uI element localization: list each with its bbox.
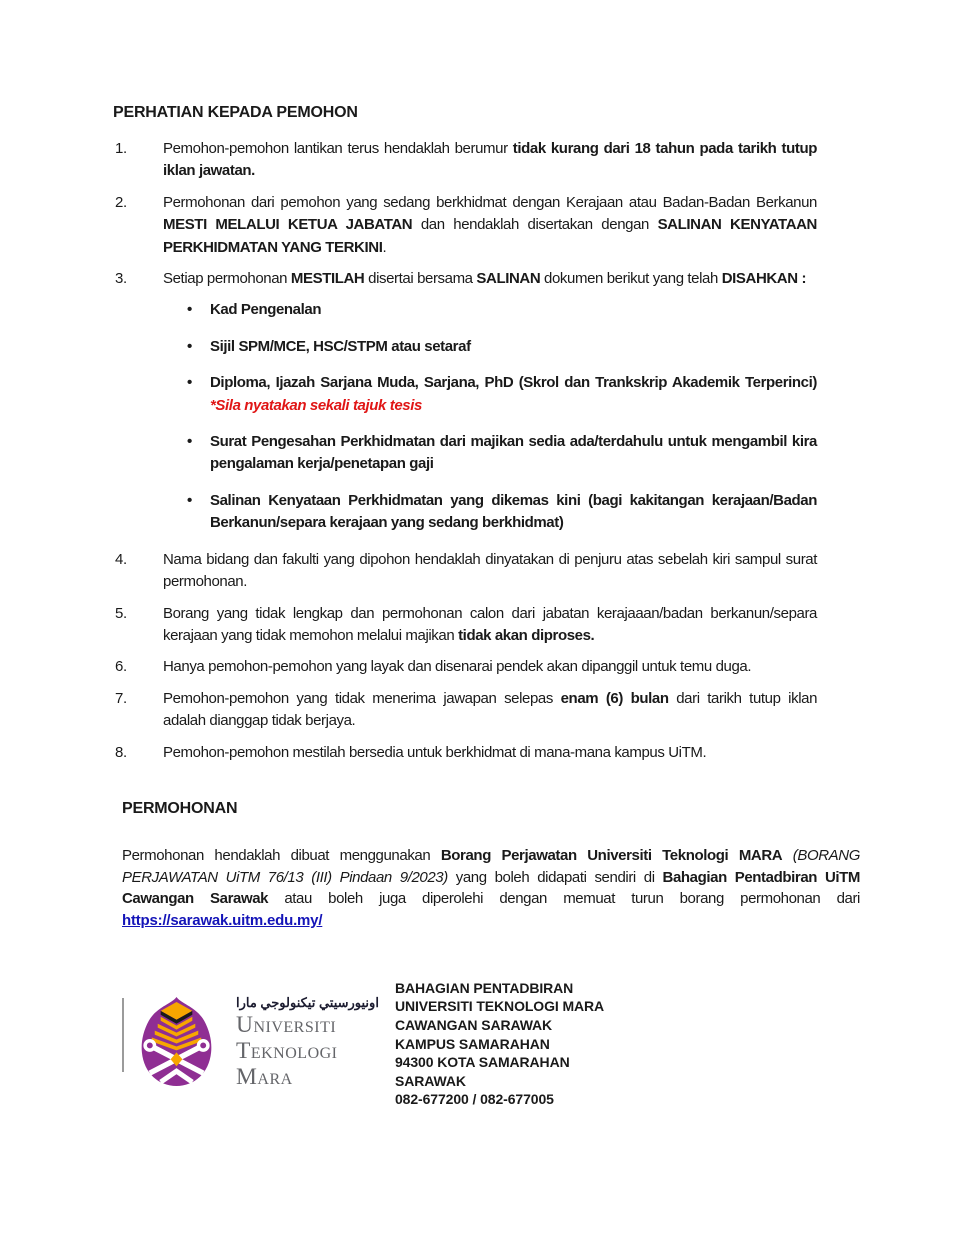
notice-item-2: [115, 192, 817, 259]
application-section-title: PERMOHONAN: [122, 799, 238, 817]
item-text: Hanya pemohon-pemohon yang layak dan disenarai pendek akan dipanggil untuk temu duga.: [163, 658, 752, 676]
item-number: 2.: [115, 193, 127, 211]
bullet-marker: •: [187, 374, 192, 392]
address-line-1: BAHAGIAN PENTADBIRAN: [395, 979, 574, 996]
notice-item-5: [115, 603, 817, 648]
notice-item-7: [115, 688, 817, 733]
item-number: 1.: [115, 140, 127, 157]
item-number: 3.: [115, 270, 127, 288]
address-line-6: SARAWAK: [395, 1072, 466, 1089]
bullet-marker: •: [187, 491, 192, 509]
bullet-text: Kad Pengenalan: [210, 301, 322, 319]
bullet-item-3: [187, 372, 817, 417]
bullet-text: Sijil SPM/MCE, HSC/STPM atau setaraf: [210, 337, 471, 355]
item-number: 7.: [115, 689, 127, 707]
wordmark-line-mara: Mara: [236, 1063, 293, 1090]
logo-divider-line: [122, 998, 124, 1072]
application-paragraph: [122, 845, 860, 932]
bullet-marker: •: [187, 433, 192, 451]
sarawak-uitm-link[interactable]: https://sarawak.uitm.edu.my/: [122, 912, 323, 930]
bullet-marker: •: [187, 337, 192, 355]
notice-title: PERHATIAN KEPADA PEMOHON: [113, 104, 358, 121]
item-text: Pemohon-pemohon lantikan terus hendaklah berumur tidak kurang dari 18 tahun pada tarikh tutup iklan jawatan.: [163, 140, 818, 180]
wordmark-line-universiti: Universiti: [236, 1011, 337, 1038]
bullet-text: Salinan Kenyataan Perkhidmatan yang dikemas kini (bagi kakitangan kerajaan/Badan Berkanun/separa kerajaan yang sedang berkhidmat): [210, 491, 817, 532]
bullet-item-4: [187, 431, 817, 476]
wordmark-line-teknologi: Teknologi: [236, 1037, 338, 1064]
application-paragraph-text: Permohonan hendaklah dibuat menggunakan Borang Perjawatan Universiti Teknologi MARA (BORANG PERJAWATAN UiTM 76/13 (III) Pindaan 9/2023) yang boleh didapati sendiri di Bahagian Pentadbiran UiTM Cawangan Sarawak atau boleh juga diperolehi dengan memuat turun borang permohonan dari: [122, 846, 860, 908]
notice-list: [115, 138, 817, 764]
bullet-item-2: [187, 336, 817, 358]
bullet-item-5: [187, 490, 817, 535]
notice-item-8: [115, 742, 817, 764]
uitm-emblem-icon: [133, 995, 220, 1088]
address-line-4: KAMPUS SAMARAHAN: [395, 1035, 550, 1052]
notice-item-6: [115, 656, 817, 678]
required-documents-list: [187, 299, 817, 534]
item-number: 6.: [115, 658, 127, 676]
bullet-marker: •: [187, 301, 192, 319]
address-line-3: CAWANGAN SARAWAK: [395, 1016, 553, 1033]
bullet-text: Diploma, Ijazah Sarjana Muda, Sarjana, PhD (Skrol dan Trankskrip Akademik Terperinci) *Sila nyatakan sekali tajuk tesis: [210, 374, 817, 414]
address-line-7: 082-677200 / 082-677005: [395, 1091, 554, 1108]
item-text: Nama bidang dan fakulti yang dipohon hendaklah dinyatakan di penjuru atas sebelah kiri sampul surat permohonan.: [163, 550, 817, 591]
address-line-2: UNIVERSITI TEKNOLOGI MARA: [395, 998, 605, 1015]
notice-item-1: [115, 138, 817, 183]
item-text: Permohonan dari pemohon yang sedang berkhidmat dengan Kerajaan atau Badan-Badan Berkanun MESTI MELALUI KETUA JABATAN dan hendaklah disertakan dengan SALINAN KENYATAAN PERKHIDMATAN YANG TERKINI.: [163, 193, 817, 256]
uitm-logo: [122, 995, 395, 1090]
item-number: 4.: [115, 550, 127, 568]
notice-item-4: [115, 549, 817, 594]
item-text: Setiap permohonan MESTILAH disertai bersama SALINAN dokumen berikut yang telah DISAHKAN :: [163, 270, 807, 288]
item-text: Borang yang tidak lengkap dan permohonan calon dari jabatan kerajaaan/badan berkanun/separa kerajaan yang tidak memohon melalui majikan tidak akan diproses.: [163, 604, 817, 644]
bullet-item-1: [187, 299, 817, 321]
footer: [122, 978, 960, 1109]
item-number: 5.: [115, 604, 127, 622]
item-text: Pemohon-pemohon yang tidak menerima jawapan selepas enam (6) bulan dari tarikh tutup iklan adalah dianggap tidak berjaya.: [163, 689, 818, 730]
uitm-wordmark: [236, 995, 379, 1090]
jawi-script-text: اونيورسيتي تيكنولوجي مارا: [236, 994, 379, 1010]
bullet-text: Surat Pengesahan Perkhidmatan dari majikan sedia ada/terdahulu untuk mengambil kira pengalaman kerja/penetapan gaji: [210, 433, 817, 473]
office-address-block: [395, 978, 604, 1109]
address-line-5: 94300 KOTA SAMARAHAN: [395, 1054, 570, 1071]
notice-item-3: [115, 268, 817, 290]
item-number: 8.: [115, 743, 127, 761]
item-text: Pemohon-pemohon mestilah bersedia untuk berkhidmat di mana-mana kampus UiTM.: [163, 743, 707, 761]
